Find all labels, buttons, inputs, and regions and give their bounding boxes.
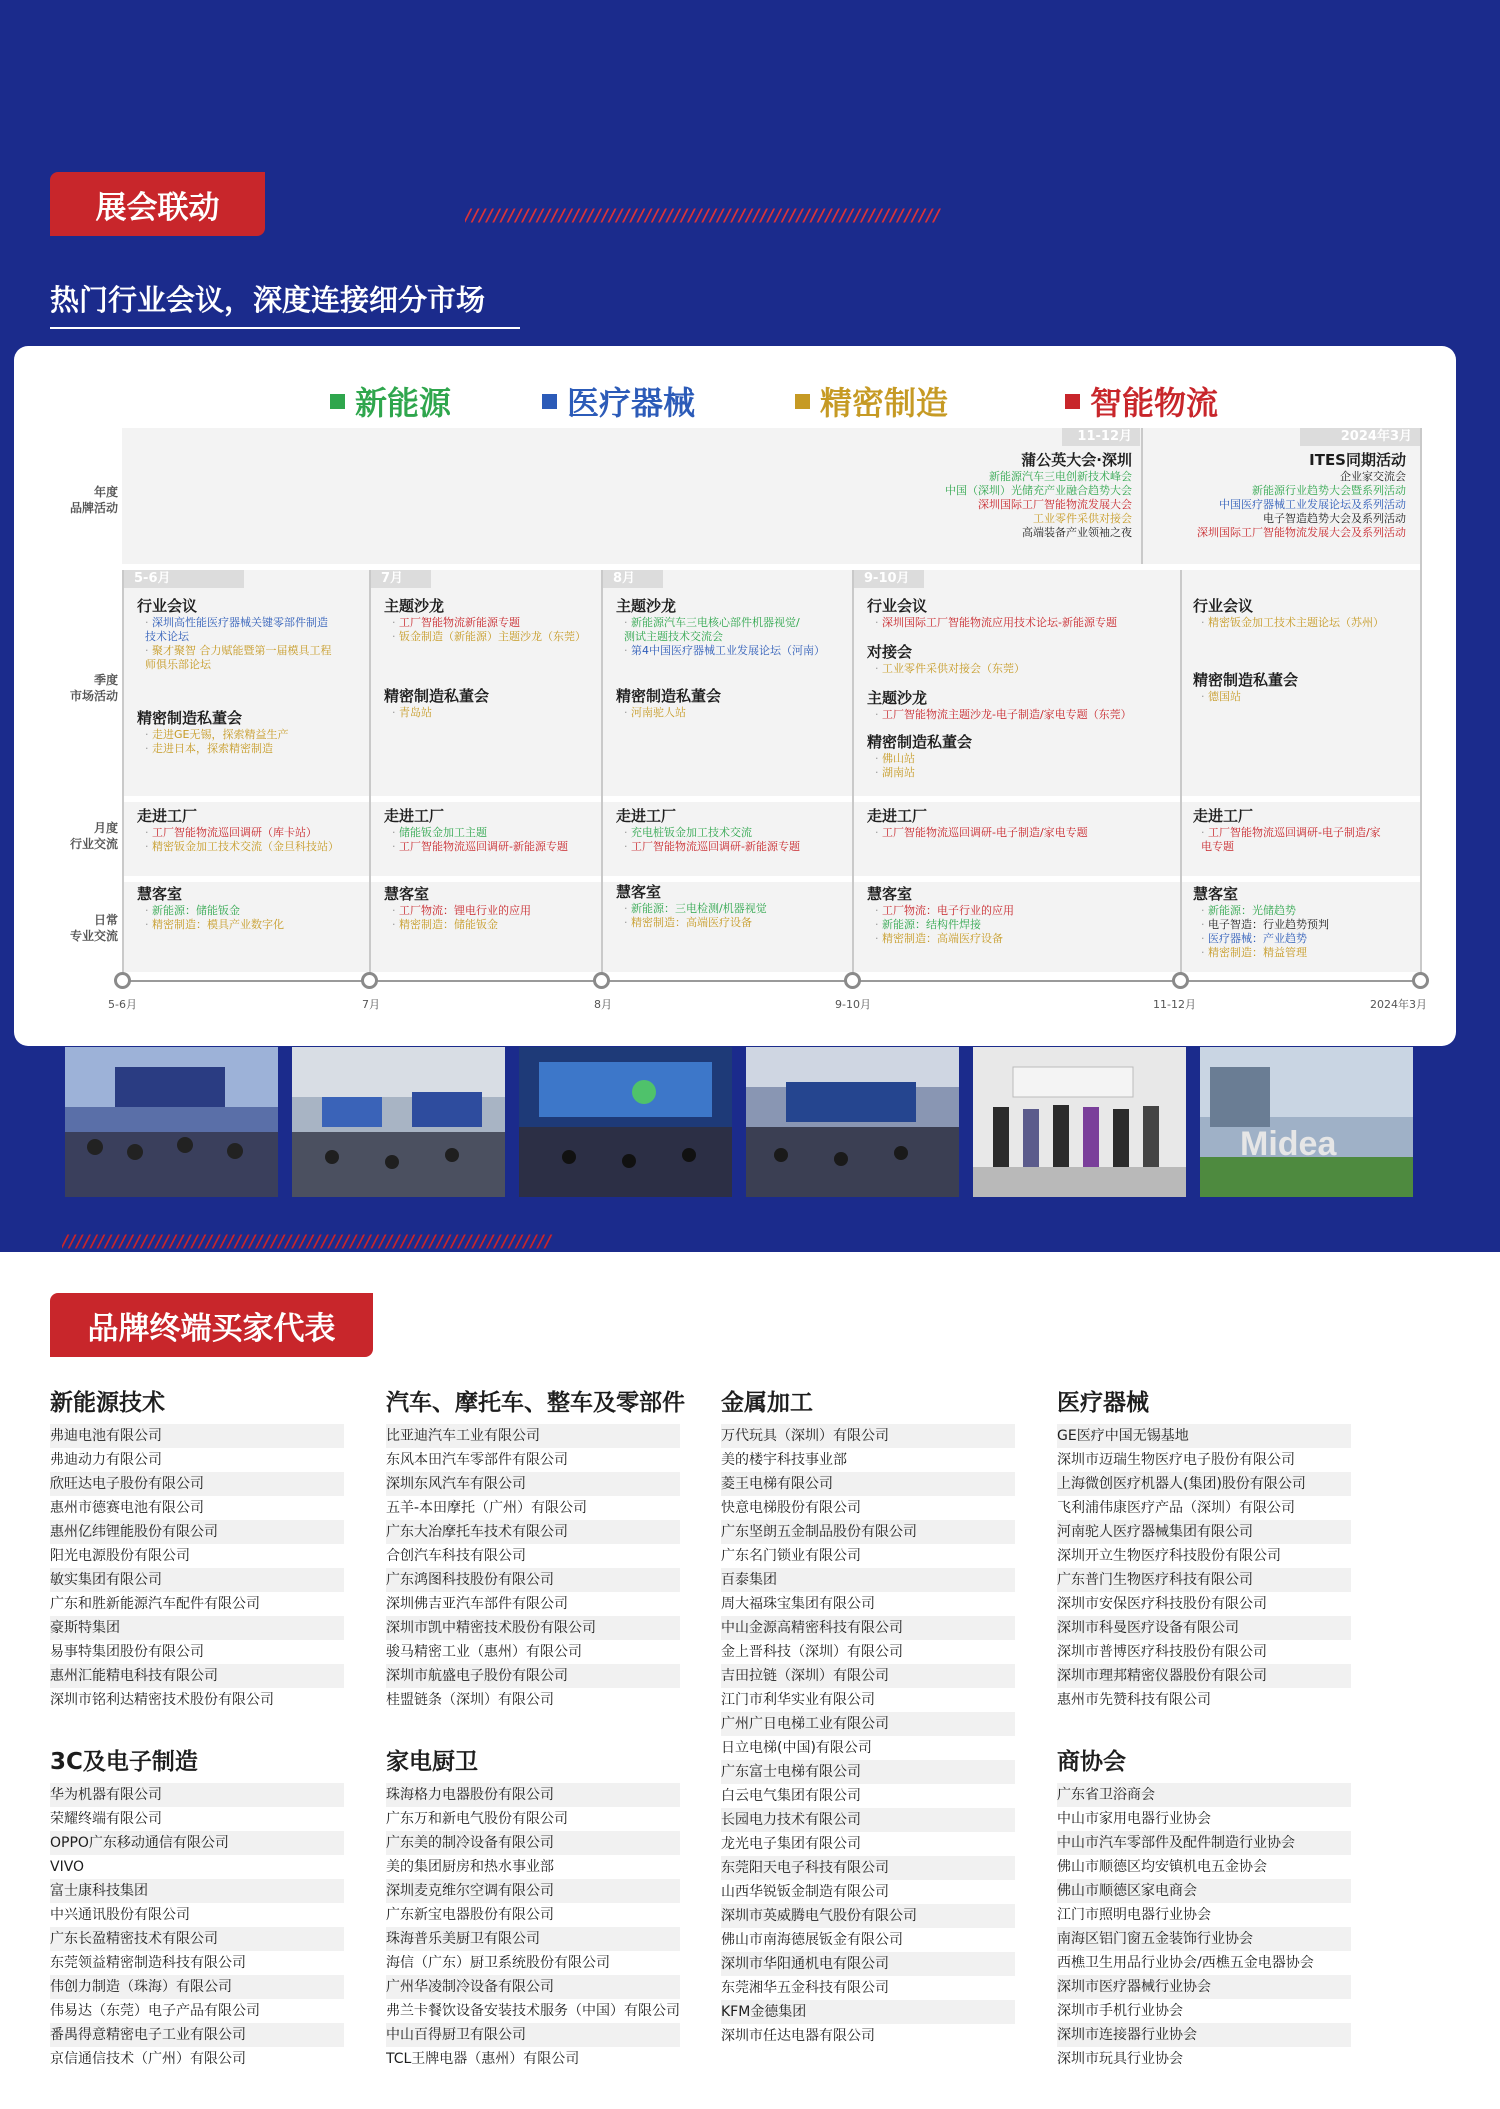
quarter-heading: 行业会议 (867, 597, 928, 615)
buyer-company: 美的集团厨房和热水事业部 (386, 1859, 554, 1875)
annual-item: 中国（深圳）光储充产业融合趋势大会 (945, 484, 1132, 497)
buyer-company: 广东普门生物医疗科技有限公司 (1057, 1568, 1351, 1592)
monthly-item: · 工厂智能物流巡回调研（库卡站） (137, 826, 365, 840)
buyer-company: 桂盟链条（深圳）有限公司 (386, 1692, 554, 1708)
buyer-company: 豪斯特集团 (50, 1616, 344, 1640)
quarter-heading: 精密制造私董会 (1193, 671, 1299, 689)
daily-item: · 精密制造：精益管理 (1193, 946, 1415, 960)
quarter-item: · 深圳国际工厂智能物流应用技术论坛-新能源专题 (867, 616, 1177, 630)
buyer-group-title: 汽车、摩托车、整车及零部件 (386, 1390, 685, 1416)
quarter-block (616, 686, 848, 720)
quarter-block (137, 596, 365, 672)
annual-item: 中国医疗器械工业发展论坛及系列活动 (1219, 498, 1406, 511)
buyer-company: 深圳市铭利达精密技术股份有限公司 (50, 1692, 274, 1708)
column-separator (369, 570, 371, 980)
quarter-heading: 对接会 (867, 643, 913, 661)
buyer-group-metal-processing (721, 1386, 1015, 2048)
daily-item: · 精密制造：高端医疗设备 (616, 916, 848, 930)
daily-heading: 慧客室 (867, 885, 913, 903)
column-separator (122, 570, 124, 980)
annual-item: 电子智造趋势大会及系列活动 (1263, 512, 1406, 525)
buyer-company: 海信（广东）厨卫系统股份有限公司 (386, 1955, 610, 1971)
legend-new-energy (330, 378, 451, 424)
buyer-company: 深圳市玩具行业协会 (1057, 2051, 1183, 2067)
buyer-company: 华为机器有限公司 (50, 1783, 344, 1807)
buyer-group-automotive (386, 1386, 685, 1712)
quarter-item: · 聚才聚智 合力赋能暨第一届模具工程 (137, 644, 365, 658)
photo-exhibition-crowd (292, 1047, 505, 1197)
buyer-company: 广东和胜新能源汽车配件有限公司 (50, 1596, 260, 1612)
buyer-company: 珠海普乐美厨卫有限公司 (386, 1927, 680, 1951)
buyer-company: 飞利浦伟康医疗产品（深圳）有限公司 (1057, 1500, 1295, 1516)
monthly-item: · 工厂智能物流巡回调研-新能源专题 (616, 840, 848, 854)
buyer-company: 深圳市连接器行业协会 (1057, 2023, 1351, 2047)
quarter-heading: 行业会议 (1193, 597, 1254, 615)
column-separator (1141, 428, 1143, 564)
quarter-item: · 佛山站 (867, 752, 1177, 766)
daily-heading: 慧客室 (1193, 885, 1239, 903)
daily-item: · 新能源：储能钣金 (137, 904, 365, 918)
annual-item: 企业家交流会 (1340, 470, 1406, 483)
quarter-item: · 工厂智能物流主题沙龙-电子制造/家电专题（东莞） (867, 708, 1177, 722)
buyer-company: 富士康科技集团 (50, 1879, 344, 1903)
legend-swatch (542, 394, 557, 409)
buyer-company: 东莞领益精密制造科技有限公司 (50, 1955, 246, 1971)
buyer-company: 深圳佛吉亚汽车部件有限公司 (386, 1596, 568, 1612)
annual-item: 深圳国际工厂智能物流发展大会 (978, 498, 1132, 511)
quarter-block (384, 596, 598, 644)
monthly-item: · 工厂智能物流巡回调研-电子制造/家 (1193, 826, 1415, 840)
monthly-block (616, 806, 848, 854)
timeline-node (1172, 972, 1189, 989)
daily-heading: 慧客室 (384, 885, 430, 903)
row-label-line1: 月度 (93, 821, 118, 835)
buyer-company: 白云电气集团有限公司 (721, 1788, 861, 1804)
buyer-company: 伟易达（东莞）电子产品有限公司 (50, 2003, 260, 2019)
daily-item: · 新能源：光储趋势 (1193, 904, 1415, 918)
annual-title: 蒲公英大会·深圳 (1021, 451, 1132, 469)
buyer-company: OPPO广东移动通信有限公司 (50, 1831, 344, 1855)
buyer-company: 龙光电子集团有限公司 (721, 1836, 861, 1852)
annual-head: 2024年3月 (1300, 428, 1420, 446)
monthly-item-cont: 电专题 (1201, 840, 1234, 853)
buyer-company: 广州华凌制冷设备有限公司 (386, 1975, 680, 1999)
daily-item: · 精密制造：储能钣金 (384, 918, 598, 932)
legend-label: 医疗器械 (567, 384, 696, 422)
quarter-block (616, 596, 848, 658)
quarter-item: · 走进日本，探索精密制造 (137, 742, 365, 756)
annual-item: 新能源行业趋势大会暨系列活动 (1252, 484, 1406, 497)
legend-label: 精密制造 (820, 384, 949, 422)
legend-logistics (1065, 378, 1218, 424)
quarter-heading: 行业会议 (137, 597, 198, 615)
buyer-company: 伟创力制造（珠海）有限公司 (50, 1975, 344, 1999)
buyer-company: 阳光电源股份有限公司 (50, 1548, 190, 1564)
buyer-company: 深圳市华阳通机电有限公司 (721, 1952, 1015, 1976)
quarter-item: · 走进GE无锡，探索精益生产 (137, 728, 365, 742)
axis-tick-label: 9-10月 (835, 998, 871, 1011)
quarter-item: · 新能源汽车三电核心部件机器视觉/ (616, 616, 848, 630)
column-head: 7月 (371, 570, 431, 588)
daily-item: · 新能源：结构件焊接 (867, 918, 1177, 932)
photo-forum-stage (519, 1047, 732, 1197)
legend-swatch (1065, 394, 1080, 409)
buyer-company: 京信通信技术（广州）有限公司 (50, 2051, 246, 2067)
column-separator (1180, 570, 1182, 980)
quarter-heading: 主题沙龙 (616, 597, 677, 615)
legend-medical (542, 378, 695, 424)
daily-item: · 精密制造：模具产业数字化 (137, 918, 365, 932)
daily-item: · 工厂物流：锂电行业的应用 (384, 904, 598, 918)
buyer-company: 江门市利华实业有限公司 (721, 1692, 875, 1708)
section-subtitle: 热门行业会议，深度连接细分市场 (50, 278, 520, 329)
quarter-block (867, 732, 1177, 780)
buyer-company: 广东省卫浴商会 (1057, 1783, 1351, 1807)
daily-block (867, 884, 1177, 946)
axis-tick-label: 5-6月 (108, 998, 137, 1011)
buyer-company: 金上晋科技（深圳）有限公司 (721, 1644, 903, 1660)
buyer-company: 长园电力技术有限公司 (721, 1808, 1015, 1832)
buyer-company: 深圳市凯中精密技术股份有限公司 (386, 1616, 680, 1640)
decorative-slash-line: ////////////////////////////////////////////////////////////////// (465, 206, 941, 226)
buyer-company: 惠州汇能精电科技有限公司 (50, 1664, 344, 1688)
daily-heading: 慧客室 (137, 885, 183, 903)
quarter-item: · 德国站 (1193, 690, 1415, 704)
annual-item: 高端装备产业领袖之夜 (1022, 526, 1132, 539)
quarter-heading: 精密制造私董会 (867, 733, 973, 751)
daily-block (1193, 884, 1415, 960)
monthly-heading: 走进工厂 (384, 807, 445, 825)
daily-item: · 电子智造：行业趋势预判 (1193, 918, 1415, 932)
buyer-company: 广东鸿图科技股份有限公司 (386, 1568, 680, 1592)
buyer-group-title: 金属加工 (721, 1390, 813, 1416)
monthly-item: · 精密钣金加工技术交流（金旦科技站） (137, 840, 365, 854)
buyer-group-new-energy (50, 1386, 344, 1712)
monthly-item: · 工厂智能物流巡回调研-新能源专题 (384, 840, 598, 854)
buyer-company: 广东大冶摩托车技术有限公司 (386, 1520, 680, 1544)
buyer-group-title: 新能源技术 (50, 1390, 165, 1416)
quarter-item: · 河南驼人站 (616, 706, 848, 720)
annual-item: 工业零件采供对接会 (1033, 512, 1132, 525)
annual-block-ites (1150, 450, 1406, 540)
annual-item: 新能源汽车三电创新技术峰会 (989, 470, 1132, 483)
buyer-company: 百泰集团 (721, 1568, 1015, 1592)
buyer-company: 佛山市顺德区均安镇机电五金协会 (1057, 1859, 1267, 1875)
annual-title: ITES同期活动 (1309, 451, 1406, 469)
monthly-heading: 走进工厂 (137, 807, 198, 825)
buyer-company: 欣旺达电子股份有限公司 (50, 1472, 344, 1496)
monthly-item: · 储能钣金加工主题 (384, 826, 598, 840)
timeline-node (114, 972, 131, 989)
buyer-company: 弗迪电池有限公司 (50, 1424, 344, 1448)
quarter-item: · 深圳高性能医疗器械关键零部件制造 (137, 616, 365, 630)
buyer-company: KFM金德集团 (721, 2000, 1015, 2024)
annual-head: 11-12月 (1062, 428, 1140, 446)
buyer-company: 美的楼宇科技事业部 (721, 1452, 847, 1468)
buyer-company: 深圳市医疗器械行业协会 (1057, 1975, 1351, 1999)
daily-block (616, 882, 848, 930)
timeline-node (361, 972, 378, 989)
buyer-company: 深圳麦克维尔空调有限公司 (386, 1879, 680, 1903)
photo-seminar-audience (746, 1047, 959, 1197)
buyer-company: 万代玩具（深圳）有限公司 (721, 1424, 1015, 1448)
axis-tick-label: 2024年3月 (1370, 998, 1427, 1011)
buyer-company: 深圳市安保医疗科技股份有限公司 (1057, 1596, 1267, 1612)
photo-conference-hall (65, 1047, 278, 1197)
buyer-company: 易事特集团股份有限公司 (50, 1644, 204, 1660)
quarter-item: · 钣金制造（新能源）主题沙龙（东莞） (384, 630, 598, 644)
quarter-block (1193, 670, 1415, 704)
buyer-company: 弗迪动力有限公司 (50, 1452, 162, 1468)
buyer-company: 周大福珠宝集团有限公司 (721, 1596, 875, 1612)
quarter-heading: 精密制造私董会 (384, 687, 490, 705)
legend-swatch (795, 394, 810, 409)
annual-item: 深圳国际工厂智能物流发展大会及系列活动 (1197, 526, 1406, 539)
column-head: 9-10月 (854, 570, 924, 588)
buyer-company: 西樵卫生用品行业协会/西樵五金电器协会 (1057, 1955, 1314, 1971)
buyer-company: 广东万和新电气股份有限公司 (386, 1811, 568, 1827)
buyer-company: 佛山市顺德区家电商会 (1057, 1879, 1351, 1903)
buyer-group-title: 商协会 (1057, 1749, 1126, 1775)
row-label-line1: 日常 (93, 913, 118, 927)
buyer-company: 惠州亿纬锂能股份有限公司 (50, 1520, 344, 1544)
buyer-company: 上海微创医疗机器人(集团)股份有限公司 (1057, 1472, 1351, 1496)
buyer-company: 深圳市航盛电子股份有限公司 (386, 1664, 680, 1688)
quarter-heading: 精密制造私董会 (616, 687, 722, 705)
row-label-daily (68, 912, 118, 944)
buyer-company: 江门市照明电器行业协会 (1057, 1907, 1211, 1923)
row-label-line2: 市场活动 (69, 689, 118, 703)
buyer-group-title: 3C及电子制造 (50, 1749, 198, 1775)
monthly-block (384, 806, 598, 854)
section-tag-buyers: 品牌终端买家代表 (50, 1293, 373, 1357)
buyer-group-title: 医疗器械 (1057, 1390, 1149, 1416)
buyer-company: 深圳东风汽车有限公司 (386, 1472, 680, 1496)
buyer-company: 深圳开立生物医疗科技股份有限公司 (1057, 1548, 1281, 1564)
buyer-company: 广东新宝电器股份有限公司 (386, 1907, 554, 1923)
legend-label: 新能源 (355, 384, 452, 422)
daily-block (384, 884, 598, 932)
quarter-item: · 精密钣金加工技术主题论坛（苏州） (1193, 616, 1415, 630)
column-head: 8月 (603, 570, 663, 588)
buyer-company: 东莞湘华五金科技有限公司 (721, 1980, 889, 1996)
buyer-company: 五羊-本田摩托（广州）有限公司 (386, 1500, 588, 1516)
buyer-company: 比亚迪汽车工业有限公司 (386, 1424, 680, 1448)
buyer-group-medical (1057, 1386, 1351, 1712)
row-label-annual (68, 484, 118, 516)
photo-group-visit (973, 1047, 1186, 1197)
timeline-node (593, 972, 610, 989)
quarter-block (867, 688, 1177, 722)
quarter-heading: 精密制造私董会 (137, 709, 243, 727)
buyer-group-associations (1057, 1745, 1351, 2071)
quarter-block (1193, 596, 1415, 630)
monthly-block (867, 806, 1177, 840)
buyer-company: 番禺得意精密电子工业有限公司 (50, 2023, 344, 2047)
row-label-line2: 品牌活动 (69, 501, 118, 515)
buyer-company: 敏实集团有限公司 (50, 1568, 344, 1592)
buyer-group-appliances (386, 1745, 680, 2071)
monthly-heading: 走进工厂 (616, 807, 677, 825)
column-head: 5-6月 (124, 570, 244, 588)
buyer-company: 惠州市先赞科技有限公司 (1057, 1692, 1211, 1708)
monthly-item: · 工厂智能物流巡回调研-电子制造/家电专题 (867, 826, 1177, 840)
buyer-company: 合创汽车科技有限公司 (386, 1548, 526, 1564)
row-label-monthly (68, 820, 118, 852)
buyer-company: 广东富士电梯有限公司 (721, 1760, 1015, 1784)
quarter-item-cont: 测试主题技术交流会 (624, 630, 723, 643)
legend-swatch (330, 394, 345, 409)
legend-precision (795, 378, 948, 424)
row-label-line1: 季度 (93, 673, 118, 687)
buyer-company: 深圳市任达电器有限公司 (721, 2028, 875, 2044)
annual-block-dandelion (880, 450, 1132, 540)
buyer-company: 深圳市迈瑞生物医疗电子股份有限公司 (1057, 1452, 1295, 1468)
quarter-item-cont: 师俱乐部论坛 (145, 658, 211, 671)
buyer-company: 中山市汽车零部件及配件制造行业协会 (1057, 1831, 1351, 1855)
buyer-company: 广州广日电梯工业有限公司 (721, 1712, 1015, 1736)
column-separator (852, 570, 854, 980)
photo-factory-visit (1200, 1047, 1413, 1197)
row-label-line1: 年度 (93, 485, 118, 499)
axis-tick-label: 11-12月 (1153, 998, 1196, 1011)
buyer-company: 广东坚朗五金制品股份有限公司 (721, 1520, 1015, 1544)
buyer-company: 中山市家用电器行业协会 (1057, 1811, 1211, 1827)
column-separator (601, 570, 603, 980)
buyer-company: 东风本田汽车零部件有限公司 (386, 1452, 568, 1468)
axis-tick-label: 8月 (594, 998, 612, 1011)
buyer-company: 深圳市理邦精密仪器股份有限公司 (1057, 1664, 1351, 1688)
buyer-company: 深圳市英威腾电气股份有限公司 (721, 1904, 1015, 1928)
quarter-block (867, 596, 1177, 630)
buyer-company: 南海区铝门窗五金装饰行业协会 (1057, 1927, 1351, 1951)
monthly-heading: 走进工厂 (1193, 807, 1254, 825)
buyer-company: 荣耀终端有限公司 (50, 1811, 162, 1827)
buyer-company: 山西华锐钣金制造有限公司 (721, 1884, 889, 1900)
legend-label: 智能物流 (1090, 384, 1219, 422)
buyer-company: 中山百得厨卫有限公司 (386, 2023, 680, 2047)
daily-item: · 精密制造：高端医疗设备 (867, 932, 1177, 946)
quarter-item-cont: 技术论坛 (145, 630, 189, 643)
monthly-block (1193, 806, 1415, 854)
buyer-company: 东莞阳天电子科技有限公司 (721, 1856, 1015, 1880)
buyer-company: 惠州市德赛电池有限公司 (50, 1500, 204, 1516)
buyer-company: 珠海格力电器股份有限公司 (386, 1783, 680, 1807)
buyer-company: 菱王电梯有限公司 (721, 1472, 1015, 1496)
buyer-group-title: 家电厨卫 (386, 1749, 478, 1775)
quarter-block (867, 642, 1177, 676)
buyer-company: VIVO (50, 1859, 85, 1875)
row-label-quarterly (68, 672, 118, 704)
quarter-heading: 主题沙龙 (384, 597, 445, 615)
buyer-company: 佛山市南海德展钣金有限公司 (721, 1932, 903, 1948)
buyer-group-3c-electronics (50, 1745, 344, 2071)
buyer-company: 日立电梯(中国)有限公司 (721, 1740, 872, 1756)
axis-tick-label: 7月 (362, 998, 380, 1011)
daily-item: · 新能源：三电检测/机器视觉 (616, 902, 848, 916)
daily-heading: 慧客室 (616, 883, 662, 901)
quarter-item: · 湖南站 (867, 766, 1177, 780)
row-label-line2: 行业交流 (69, 837, 118, 851)
buyer-company: 骏马精密工业（惠州）有限公司 (386, 1644, 582, 1660)
buyer-company: 弗兰卡餐饮设备安装技术服务（中国）有限公司 (386, 2003, 680, 2019)
buyer-company: 吉田拉链（深圳）有限公司 (721, 1664, 1015, 1688)
quarter-item: · 第4中国医疗器械工业发展论坛（河南） (616, 644, 848, 658)
timeline-node (844, 972, 861, 989)
buyer-company: 深圳市普博医疗科技股份有限公司 (1057, 1644, 1267, 1660)
quarter-item: · 工厂智能物流新能源专题 (384, 616, 598, 630)
quarter-block (137, 708, 365, 756)
timeline-node (1412, 972, 1429, 989)
quarter-heading: 主题沙龙 (867, 689, 928, 707)
buyer-company: 河南驼人医疗器械集团有限公司 (1057, 1520, 1351, 1544)
section-tag-expo-linkage: 展会联动 (50, 172, 265, 236)
monthly-heading: 走进工厂 (867, 807, 928, 825)
buyer-company: 中兴通讯股份有限公司 (50, 1907, 190, 1923)
buyer-company: 广东长盈精密技术有限公司 (50, 1927, 344, 1951)
buyer-company: GE医疗中国无锡基地 (1057, 1424, 1351, 1448)
buyer-company: 快意电梯股份有限公司 (721, 1500, 861, 1516)
monthly-block (137, 806, 365, 854)
quarter-item: · 工业零件采供对接会（东莞） (867, 662, 1177, 676)
buyer-company: 深圳市科曼医疗设备有限公司 (1057, 1616, 1351, 1640)
buyer-company: TCL王牌电器（惠州）有限公司 (386, 2051, 580, 2067)
timeline-axis (122, 980, 1422, 982)
buyer-company: 广东美的制冷设备有限公司 (386, 1831, 680, 1855)
buyer-company: 中山金源高精密科技有限公司 (721, 1616, 1015, 1640)
daily-item: · 工厂物流：电子行业的应用 (867, 904, 1177, 918)
quarter-item: · 青岛站 (384, 706, 598, 720)
monthly-item: · 充电桩钣金加工技术交流 (616, 826, 848, 840)
column-separator (1420, 428, 1422, 980)
midea-sign: Midea (1240, 1125, 1337, 1163)
buyer-company: 深圳市手机行业协会 (1057, 2003, 1183, 2019)
daily-block (137, 884, 365, 932)
daily-item: · 医疗器械：产业趋势 (1193, 932, 1415, 946)
row-label-line2: 专业交流 (69, 929, 118, 943)
decorative-slash-line: //////////////////////////////////////////////////////////////////// (62, 1232, 553, 1252)
quarter-block (384, 686, 598, 720)
buyer-company: 广东名门锁业有限公司 (721, 1548, 861, 1564)
